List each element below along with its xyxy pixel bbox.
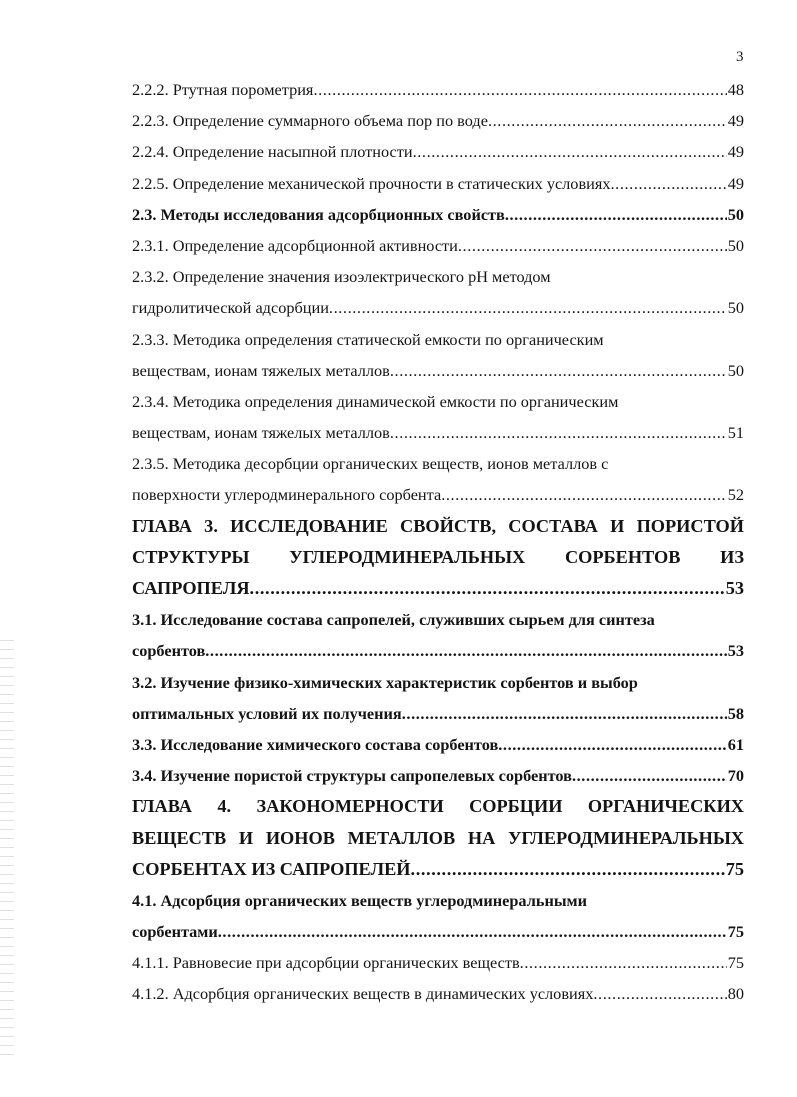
toc-leader (441, 479, 727, 510)
toc-title: 2.3.1. Определение адсорбционной активности (132, 235, 458, 255)
toc-entry-3-1[interactable] (132, 604, 744, 666)
toc-title-line: 3.2. Изучение физико-химических характеристик сорбентов и выбор (132, 672, 638, 692)
toc-leader (402, 698, 727, 729)
toc-title: 3.3. Исследование химического состава сорбентов (132, 734, 499, 754)
toc-page: 53 (725, 578, 744, 598)
toc-title-line: ГЛАВА 4. ЗАКОНОМЕРНОСТИ СОРБЦИИ ОРГАНИЧЕСКИХ (132, 796, 744, 817)
toc-page: 49 (727, 111, 744, 131)
toc-title-line: ВЕЩЕСТВ И ИОНОВ МЕТАЛЛОВ НА УГЛЕРОДМИНЕРАЛЬНЫХ (132, 827, 744, 848)
toc-entry-chapter-3[interactable] (132, 511, 744, 605)
toc-entry-3-4[interactable] (132, 760, 744, 791)
toc-page: 49 (727, 142, 744, 162)
page-number: 3 (736, 49, 744, 65)
toc-leader (593, 978, 726, 1009)
toc-title: оптимальных условий их получения (132, 703, 402, 723)
toc-title: поверхности углеродминерального сорбента (132, 485, 442, 505)
toc-title: веществам, ионам тяжелых металлов (132, 423, 390, 443)
toc-page: 50 (727, 204, 744, 224)
toc-entry-3-3[interactable] (132, 729, 744, 760)
toc-page: 50 (727, 360, 744, 380)
toc-leader (413, 136, 727, 167)
toc-title: гидролитической адсорбции (132, 298, 329, 318)
toc-page: 75 (727, 922, 744, 942)
table-of-contents (132, 74, 744, 1010)
toc-page: 49 (727, 173, 744, 193)
toc-entry-2-3[interactable] (132, 199, 744, 230)
toc-title: 2.3. Методы исследования адсорбционных свойств (132, 204, 505, 224)
toc-leader (610, 168, 726, 199)
toc-title-line: 2.3.5. Методика десорбции органических веществ, ионов металлов с (132, 454, 609, 474)
toc-title-line: 4.1. Адсорбция органических веществ углеродминеральными (132, 890, 588, 910)
toc-leader (390, 417, 727, 448)
toc-title-line: 2.3.3. Методика определения статической емкости по органическим (132, 329, 604, 349)
toc-entry-chapter-4[interactable] (132, 791, 744, 885)
toc-page: 58 (727, 703, 744, 723)
toc-leader (250, 573, 725, 604)
toc-leader (488, 105, 727, 136)
toc-leader (218, 916, 727, 947)
scan-margin-noise (0, 640, 14, 1060)
toc-title: 2.2.3. Определение суммарного объема пор по воде (132, 111, 488, 131)
toc-leader (205, 635, 726, 666)
toc-leader (411, 854, 725, 885)
toc-leader (313, 74, 726, 105)
toc-page: 75 (727, 953, 744, 973)
toc-leader (520, 947, 727, 978)
toc-title: 2.2.4. Определение насыпной плотности (132, 142, 413, 162)
toc-entry-4-1[interactable] (132, 885, 744, 947)
toc-entry-2-2-3[interactable] (132, 105, 744, 136)
toc-title-line: СТРУКТУРЫ УГЛЕРОДМИНЕРАЛЬНЫХ СОРБЕНТОВ ИЗ (132, 546, 744, 567)
toc-title-line: 2.3.2. Определение значения изоэлектрического рН методом (132, 267, 551, 287)
toc-page: 70 (727, 766, 744, 786)
toc-title: СОРБЕНТАХ ИЗ САПРОПЕЛЕЙ (132, 858, 411, 879)
toc-page: 48 (727, 80, 744, 99)
toc-entry-4-1-2[interactable] (132, 978, 744, 1009)
toc-title: сорбентами (132, 922, 218, 942)
toc-title: 4.1.1. Равновесие при адсорбции органических веществ (132, 953, 520, 973)
toc-entry-2-3-3[interactable] (132, 324, 744, 386)
toc-page: 61 (727, 734, 744, 754)
toc-entry-2-3-4[interactable] (132, 386, 744, 448)
toc-leader (390, 355, 727, 386)
toc-entry-2-2-5[interactable] (132, 168, 744, 199)
toc-page: 50 (727, 235, 744, 255)
toc-title: веществам, ионам тяжелых металлов (132, 360, 390, 380)
toc-title: 2.2.5. Определение механической прочности в статических условиях (132, 173, 611, 193)
toc-title: сорбентов (132, 641, 206, 661)
toc-entry-2-3-2[interactable] (132, 261, 744, 323)
toc-leader (498, 729, 726, 760)
toc-page: 80 (727, 984, 744, 1004)
toc-entry-4-1-1[interactable] (132, 947, 744, 978)
toc-page: 53 (727, 641, 744, 661)
toc-title-line: ГЛАВА 3. ИССЛЕДОВАНИЕ СВОЙСТВ, СОСТАВА И ПОРИСТОЙ (132, 515, 744, 536)
toc-title-line: 3.1. Исследование состава сапропелей, служивших сырьем для синтеза (132, 610, 655, 630)
toc-page: 75 (725, 858, 744, 879)
toc-page: 50 (727, 298, 744, 318)
toc-page: 51 (727, 423, 744, 443)
toc-leader (329, 292, 727, 323)
toc-leader (458, 230, 727, 261)
toc-title-line: 2.3.4. Методика определения динамической емкости по органическим (132, 391, 619, 411)
toc-leader (505, 199, 727, 230)
toc-title: САПРОПЕЛЯ (132, 578, 250, 598)
toc-entry-3-2[interactable] (132, 667, 744, 729)
toc-leader (572, 760, 727, 791)
toc-entry-2-2-4[interactable] (132, 136, 744, 167)
toc-page: 52 (727, 485, 744, 505)
toc-title: 2.2.2. Ртутная порометрия (132, 80, 314, 99)
toc-title: 4.1.2. Адсорбция органических веществ в динамических условиях (132, 984, 594, 1004)
toc-entry-2-2-2[interactable] (132, 74, 744, 105)
toc-title: 3.4. Изучение пористой структуры сапропелевых сорбентов (132, 766, 572, 786)
toc-entry-2-3-1[interactable] (132, 230, 744, 261)
toc-entry-2-3-5[interactable] (132, 448, 744, 510)
